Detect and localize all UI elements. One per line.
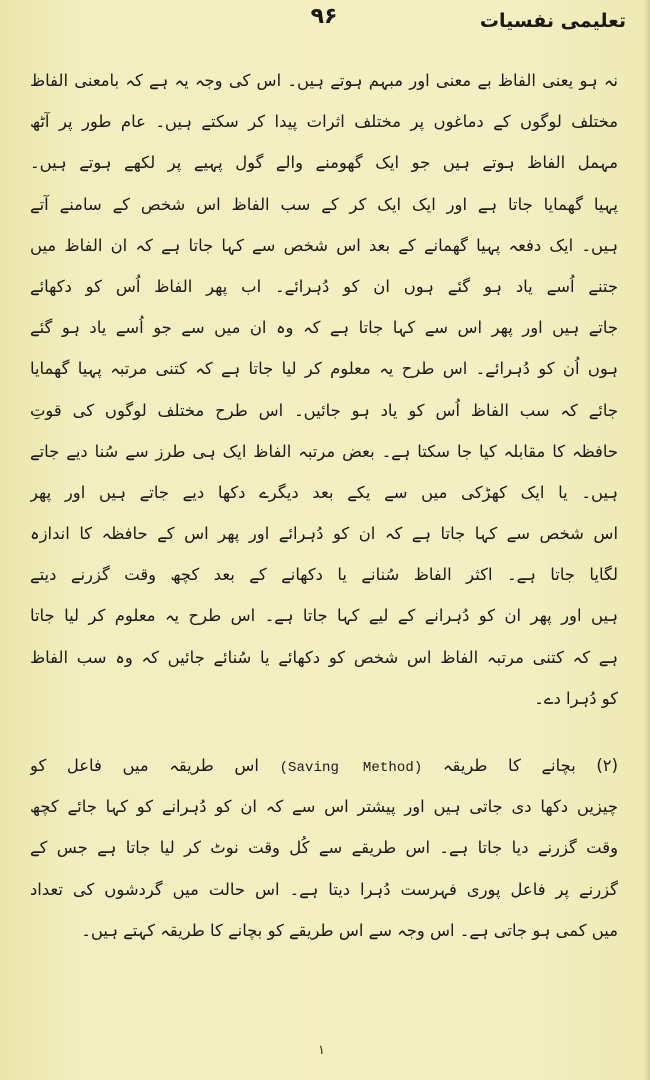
method-name-urdu: بچانے کا طریقہ	[442, 756, 576, 775]
text-line: چیزیں دکھا دی جاتی ہیں اور پیشتر اس سے کہ ان کو دُہرانے کو کہا جائے کچھ	[30, 797, 618, 817]
text-line: مہمل الفاظ ہوتے ہیں جو ایک گھومنے والے گول پہیے پر لکھے ہوتے ہیں۔	[30, 153, 618, 173]
text-line: حافظہ کا مقابلہ کیا جا سکتا ہے۔ بعض مرتبہ الفاظ ایک ہی طرز سے سُنا دیے جاتے	[30, 441, 618, 461]
body-text	[30, 60, 618, 951]
page-edge-shadow	[644, 0, 650, 1080]
text-line: اس شخص سے کہا جاتا ہے کہ ان کو دُہرائے اور پھر اس کے حافظہ کا اندازہ	[30, 524, 618, 544]
text-line: میں کمی ہو جاتی ہے۔ اس وجہ سے اس طریقے کو بچانے کا طریقہ کہتے ہیں۔	[81, 920, 618, 940]
running-title: تعلیمی نفسیات	[479, 10, 626, 32]
section-heading-line	[30, 745, 618, 786]
footer-mark: ۱	[318, 1043, 325, 1058]
text-line: نہ ہو یعنی الفاظ بے معنی اور مبہم ہوتے ہیں۔ اس کی وجہ یہ ہے کہ بامعنی الفاظ	[30, 71, 618, 90]
section-line-text: اس طریقہ میں فاعل کو	[30, 756, 259, 775]
text-line: گزرنے پر فاعل پوری فہرست دُہرا دیتا ہے۔ اس حالت میں گردشوں کی تعداد	[30, 879, 618, 899]
text-line: ہیں۔ یا ایک کھڑکی میں سے یکے بعد دیگرے دکھا دیے جاتے ہیں اور پھر	[30, 482, 618, 502]
text-line: جتنے اُسے یاد ہو گئے ہوں ان کو دُہرائے۔ اب پھر الفاظ اُس کو دکھائے	[30, 276, 618, 296]
paragraph-recall-method	[30, 60, 618, 719]
text-line: جاتے ہیں اور پھر اس سے کہا جاتا ہے کہ وہ ان میں سے جو اُسے یاد ہو گئے	[30, 318, 618, 338]
text-line: پہیا گھمایا جاتا ہے اور ایک ایک کر کے سب الفاظ اس شخص کے سامنے آتے	[30, 194, 618, 214]
text-line: ہیں۔ ایک دفعہ پہیا گھمانے کے بعد اس شخص سے کہا جاتا ہے کہ ان الفاظ میں	[30, 235, 618, 255]
section-number: (۲)	[596, 756, 618, 775]
text-line: مختلف لوگوں کے دماغوں پر مختلف اثرات پیدا کر سکتے ہیں۔ عام طور پر آٹھ	[30, 112, 618, 132]
text-line: جائے کہ سب الفاظ اُس کو یاد ہو جائیں۔ اس طرح مختلف لوگوں کی قوتِ	[30, 400, 618, 420]
text-line: ہیں اور پھر ان کو دُہرانے کے لیے کہا جاتا ہے۔ اس طرح یہ معلوم کر لیا جاتا	[30, 606, 618, 626]
page-number: ۹۶	[310, 4, 338, 29]
text-line: ہوں اُن کو دُہرائے۔ اس طرح یہ معلوم کر لیا جاتا ہے کہ کتنی مرتبہ پہیا گھمایا	[30, 359, 618, 379]
method-name-english: (Saving Method)	[279, 760, 423, 776]
paragraph-saving-method	[30, 745, 618, 951]
text-line: ہے کہ کتنی مرتبہ الفاظ اس شخص کو دکھائے یا سُنائے جائیں کہ وہ سب الفاظ	[30, 647, 618, 667]
paragraph-gap	[30, 719, 618, 745]
text-line: وقت گزرنے دیا جاتا ہے۔ اس طریقے سے کُل وقت نوٹ کر لیا جاتا ہے جس کے	[30, 838, 618, 858]
text-line: کو دُہرا دے۔	[534, 688, 618, 708]
text-line: لگایا جاتا ہے۔ اکثر الفاظ سُنانے یا دکھانے کے بعد کچھ وقت گزرنے دیتے	[30, 565, 618, 585]
page-header	[22, 4, 626, 50]
